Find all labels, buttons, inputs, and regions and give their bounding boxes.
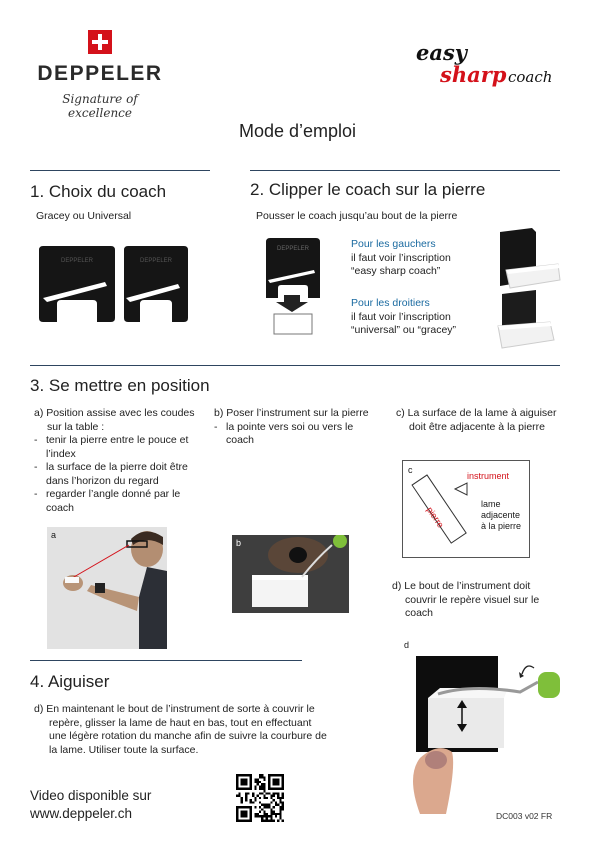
photo-a-seated-position — [47, 527, 167, 649]
left-handed-line2: “easy sharp coach” — [351, 265, 441, 277]
swiss-flag-icon — [88, 30, 112, 54]
product-logo-sharp: sharp — [440, 62, 507, 87]
section-1-heading: 1. Choix du coach — [30, 182, 167, 201]
diagram-c-label: c — [408, 465, 413, 475]
rule-s3 — [30, 365, 560, 366]
left-handed-instructions — [351, 238, 451, 279]
step-c-text: c) La surface de la lame à aiguiser doit être adjacente à la pierre — [396, 407, 557, 433]
product-logo-coach: coach — [508, 68, 553, 86]
diagram-c-blade-angle — [402, 460, 530, 558]
step-d-text: d) Le bout de l’instrument doit couvrir le repère visuel sur le coach — [392, 580, 540, 619]
svg-text:DEPPELER: DEPPELER — [60, 258, 94, 264]
right-handed-line1: il faut voir l’inscription — [351, 310, 451, 323]
step-a-item: - la surface de la pierre doit être dans l’horizon du regard — [34, 461, 204, 488]
rule-s1 — [30, 170, 210, 171]
diagram-c-lame-3: à la pierre — [481, 521, 522, 531]
right-handed-instructions — [351, 297, 456, 338]
left-handed-image — [492, 228, 562, 299]
section-1-text: Gracey ou Universal — [36, 210, 132, 222]
coach-gracey-image — [37, 246, 117, 327]
step-b-text — [214, 407, 374, 448]
rule-s2 — [250, 170, 560, 171]
step-a-list — [34, 434, 204, 515]
section-2-heading: 2. Clipper le coach sur la pierre — [250, 180, 486, 199]
svg-text:DEPPELER: DEPPELER — [276, 246, 310, 252]
document-code: DC003 v02 FR — [496, 811, 553, 821]
video-text — [30, 787, 151, 823]
photo-a-label: a — [51, 530, 57, 540]
right-handed-title: Pour les droitiers — [351, 297, 430, 309]
photo-b-label: b — [236, 538, 242, 548]
brand-logo: DEPPELER — [37, 62, 163, 85]
diagram-c-lame-2: adjacente — [481, 510, 521, 520]
brand-tagline: Signature of excellence — [62, 92, 138, 120]
diagram-c-instrument: instrument — [467, 471, 510, 481]
photo-d-sharpening — [400, 636, 570, 816]
right-handed-line2: “universal” ou “gracey” — [351, 324, 457, 336]
section-2-text: Pousser le coach jusqu’au bout de la pierre — [256, 210, 458, 222]
diagram-c-pierre: pierre — [424, 505, 446, 530]
page-title: Mode d’emploi — [238, 121, 357, 141]
section-4-heading: 4. Aiguiser — [30, 672, 110, 691]
clip-illustration — [264, 238, 324, 343]
photo-d-label: d — [404, 640, 410, 650]
photo-b-instrument-on-stone — [232, 535, 349, 613]
step-a-text — [34, 407, 204, 515]
diagram-c-lame-1: lame — [481, 499, 501, 509]
qr-code[interactable] — [236, 774, 284, 822]
step-b-list — [214, 421, 374, 448]
rule-s4 — [30, 660, 302, 661]
left-handed-line1: il faut voir l’inscription — [351, 251, 451, 264]
product-logo-easy: easy — [416, 40, 467, 65]
svg-text:DEPPELER: DEPPELER — [139, 258, 173, 264]
step-a-intro: a) Position assise avec les coudes sur la table : — [34, 407, 195, 433]
coach-universal-image — [122, 246, 190, 327]
video-line-1: Video disponible sur — [30, 788, 152, 803]
product-logo — [416, 40, 566, 90]
step-a-item: - regarder l’angle donné par le coach — [34, 488, 204, 515]
section-3-heading: 3. Se mettre en position — [30, 376, 210, 395]
right-handed-image — [492, 290, 562, 357]
video-link[interactable]: www.deppeler.ch — [30, 806, 133, 821]
step-b-item: - la pointe vers soi ou vers le coach — [214, 421, 374, 448]
section-4-text: d) En maintenant le bout de l’instrument de sorte à couvrir le repère, glisser la lame de haut en bas, tout en effectuant une légère rotation du manche afin de suivre la courbure de la lame. Utiliser toute la surface. — [34, 703, 327, 756]
step-b-intro: b) Poser l’instrument sur la pierre — [214, 407, 369, 419]
step-a-item: - tenir la pierre entre le pouce et l’index — [34, 434, 204, 461]
left-handed-title: Pour les gauchers — [351, 238, 436, 250]
diagram-c-lame — [481, 499, 521, 532]
